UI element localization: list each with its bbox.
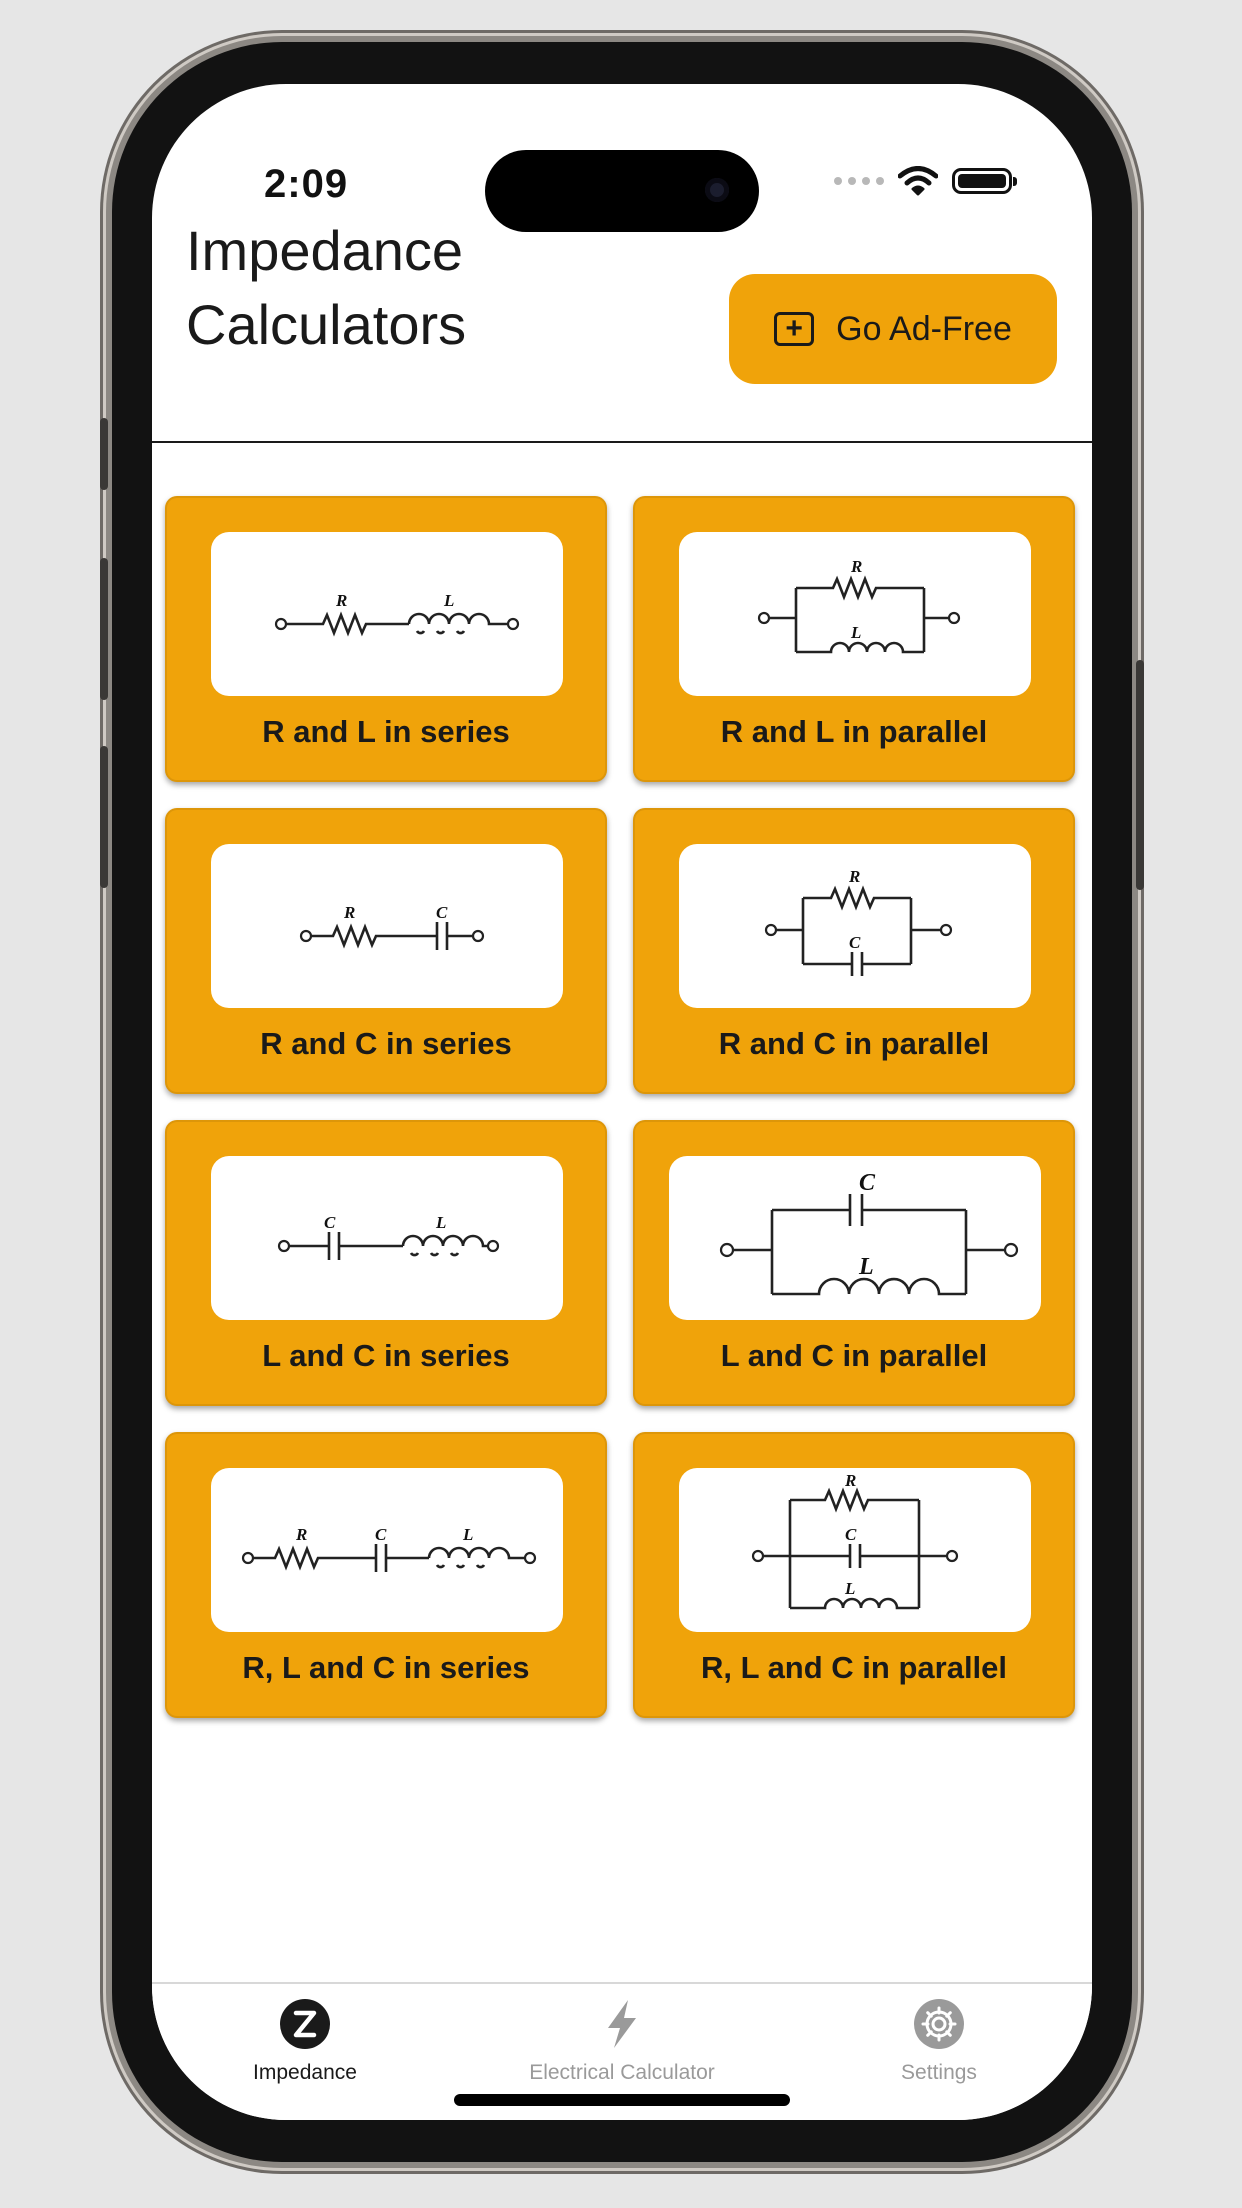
volume-down-button — [100, 746, 108, 888]
card-label: L and C in series — [262, 1338, 510, 1373]
power-button — [1136, 660, 1144, 890]
card-r-l-c-parallel[interactable] — [633, 1432, 1075, 1718]
r-l-series-diagram — [211, 532, 563, 696]
tab-electrical-calculator-label: Electrical Calculator — [529, 2061, 715, 2084]
status-icons — [834, 166, 1012, 196]
tab-settings[interactable] — [809, 1998, 1069, 2085]
gear-icon — [913, 1998, 965, 2050]
inductor-label: L — [436, 1213, 447, 1232]
volume-up-button — [100, 558, 108, 700]
z-circle-icon — [279, 1998, 331, 2050]
capacitor-label: C — [324, 1213, 336, 1232]
r-l-c-series-diagram — [211, 1468, 563, 1632]
card-label: R and L in parallel — [720, 714, 988, 749]
resistor-label: R — [336, 591, 348, 610]
resistor-label: R — [296, 1525, 308, 1544]
capacitor-label: C — [845, 1525, 857, 1544]
lightning-bolt-icon — [596, 1998, 648, 2050]
r-l-c-parallel-diagram — [679, 1468, 1031, 1632]
r-c-series-diagram — [211, 844, 563, 1008]
home-indicator[interactable] — [454, 2094, 790, 2106]
status-time: 2:09 — [264, 162, 349, 206]
card-r-c-series[interactable] — [165, 808, 607, 1094]
tab-impedance-label: Impedance — [253, 2061, 357, 2084]
card-r-l-parallel[interactable] — [633, 496, 1075, 782]
capacitor-label: C — [436, 903, 448, 922]
card-r-l-c-series[interactable] — [165, 1432, 607, 1718]
battery-icon — [952, 168, 1012, 194]
mute-switch — [100, 418, 108, 490]
card-label: L and C in parallel — [720, 1338, 988, 1373]
resistor-label: R — [344, 903, 356, 922]
card-label: R and C in series — [260, 1026, 512, 1061]
cellular-signal-icon — [834, 177, 884, 185]
capacitor-label: C — [375, 1525, 387, 1544]
l-c-series-diagram — [211, 1156, 563, 1320]
card-label: R, L and C in series — [242, 1650, 530, 1685]
tab-settings-label: Settings — [901, 2061, 977, 2084]
card-label: R and C in parallel — [718, 1026, 990, 1061]
resistor-label: R — [849, 867, 861, 886]
inductor-label: L — [851, 623, 862, 642]
card-l-c-parallel[interactable] — [633, 1120, 1075, 1406]
r-c-parallel-diagram — [679, 844, 1031, 1008]
card-label: R and L in series — [262, 714, 510, 749]
phone-frame — [112, 42, 1132, 2162]
camera-icon — [705, 178, 729, 202]
page-title-line-1: Impedance — [186, 219, 464, 282]
inductor-label: L — [463, 1525, 474, 1544]
card-l-c-series[interactable] — [165, 1120, 607, 1406]
card-label: R, L and C in parallel — [700, 1650, 1008, 1685]
card-r-c-parallel[interactable] — [633, 808, 1075, 1094]
page-title — [186, 214, 606, 362]
page-title-line-2: Calculators — [186, 293, 467, 356]
r-l-parallel-diagram — [679, 532, 1031, 696]
resistor-label: R — [845, 1471, 857, 1490]
tab-electrical-calculator[interactable] — [492, 1998, 752, 2085]
inductor-label: L — [444, 591, 455, 610]
tab-impedance[interactable] — [175, 1998, 435, 2085]
wifi-icon — [898, 166, 938, 196]
plus-square-icon: + — [774, 312, 814, 346]
go-ad-free-button[interactable] — [729, 274, 1057, 384]
resistor-label: R — [851, 557, 863, 576]
inductor-label: L — [859, 1254, 874, 1280]
header-divider — [152, 441, 1092, 443]
l-c-parallel-diagram — [669, 1156, 1041, 1320]
capacitor-label: C — [849, 933, 861, 952]
go-ad-free-label: Go Ad-Free — [836, 309, 1012, 348]
screen — [152, 84, 1092, 2120]
capacitor-label: C — [859, 1170, 876, 1196]
inductor-label: L — [845, 1579, 856, 1598]
card-r-l-series[interactable] — [165, 496, 607, 782]
